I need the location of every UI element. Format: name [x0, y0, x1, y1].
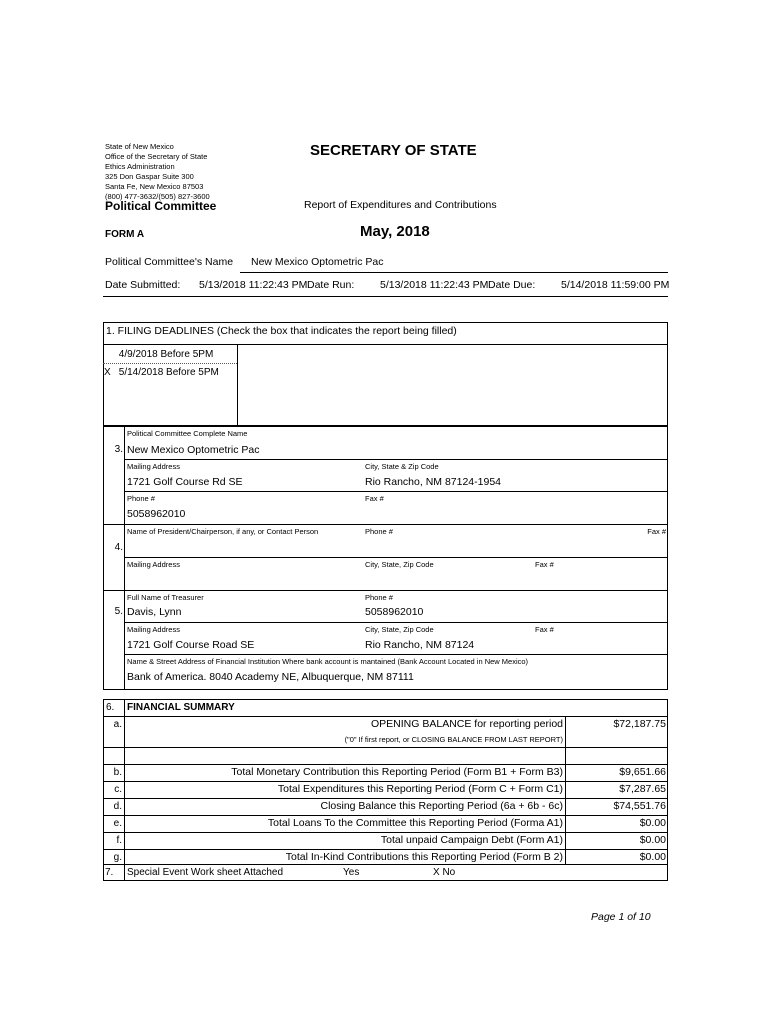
mailing-address-label: Mailing Address [127, 462, 180, 471]
divider [103, 864, 668, 865]
divider [124, 699, 125, 881]
divider [237, 344, 238, 426]
deadline-option[interactable] [106, 349, 213, 360]
committee-complete-name-label: Political Committee Complete Name [127, 429, 248, 438]
treasurer-label: Full Name of Treasurer [127, 593, 204, 602]
treasurer-city: Rio Rancho, NM 87124 [365, 639, 475, 651]
deadline-option[interactable] [104, 367, 219, 378]
section3-number: 3. [114, 444, 123, 455]
financial-row-value: $0.00 [639, 834, 666, 846]
section4-number: 4. [114, 542, 123, 553]
divider [124, 426, 125, 690]
divider [103, 344, 668, 345]
financial-row-label: Total In-Kind Contributions this Reporting Period (Form B 2) [285, 851, 563, 863]
row-letter: b. [113, 767, 122, 778]
treasurer-mailing-label: Mailing Address [127, 625, 180, 634]
address-line: Ethics Administration [105, 162, 175, 171]
mailing-address-value: 1721 Golf Course Rd SE [127, 476, 243, 488]
deadline-label: 4/9/2018 Before 5PM [118, 349, 214, 360]
divider [103, 781, 668, 782]
divider [565, 716, 566, 864]
divider [103, 363, 237, 364]
opening-balance-value: $72,187.75 [613, 718, 666, 730]
divider [124, 459, 668, 460]
special-event-no[interactable]: X No [433, 867, 456, 878]
divider [124, 557, 668, 558]
date-run-value: 5/13/2018 11:22:43 PM [380, 279, 489, 291]
row-letter: f. [116, 835, 122, 846]
divider [103, 747, 668, 748]
special-event-yes[interactable]: Yes [343, 867, 360, 878]
treasurer-phone-label: Phone # [365, 593, 393, 602]
city-state-zip-value: Rio Rancho, NM 87124-1954 [365, 476, 501, 488]
financial-row-value: $7,287.65 [619, 783, 666, 795]
president-mailing-label: Mailing Address [127, 560, 180, 569]
page-title: SECRETARY OF STATE [310, 142, 477, 159]
row-letter: g. [113, 852, 122, 863]
financial-row-value: $0.00 [639, 817, 666, 829]
divider [103, 832, 668, 833]
divider [103, 849, 668, 850]
treasurer-city-label: City, State, Zip Code [365, 625, 434, 634]
address-line: (800) 477-3632/(505) 827-3600 [105, 192, 210, 201]
bank-label: Name & Street Address of Financial Institution Where bank account is mantained (Bank Account Located in New Mexico) [127, 657, 529, 666]
section7-number: 7. [105, 867, 114, 878]
committee-type: Political Committee [105, 199, 217, 213]
financial-row-value: $9,651.66 [619, 766, 666, 778]
date-due-value: 5/14/2018 11:59:00 PM [561, 279, 670, 291]
address-line: State of New Mexico [105, 142, 174, 151]
divider [103, 590, 668, 591]
committee-name-label: Political Committee's Name [105, 256, 234, 268]
opening-balance-note: ("0" If first report, or CLOSING BALANCE FROM LAST REPORT) [344, 735, 563, 744]
sos-address [105, 142, 210, 202]
divider [103, 716, 668, 717]
dates-underline [103, 296, 668, 297]
divider [103, 815, 668, 816]
address-line: Office of the Secretary of State [105, 152, 208, 161]
divider [124, 491, 668, 492]
financial-row-label: Total Loans To the Committee this Reporting Period (Forma A1) [267, 817, 563, 829]
treasurer-phone: 5058962010 [365, 606, 424, 618]
filing-deadlines-title: 1. FILING DEADLINES (Check the box that indicates the report being filled) [106, 325, 457, 337]
divider [103, 798, 668, 799]
fax-label: Fax # [365, 494, 384, 503]
date-submitted-label: Date Submitted: [105, 279, 181, 291]
report-period: May, 2018 [360, 223, 430, 240]
address-line: 325 Don Gaspar Suite 300 [105, 172, 194, 181]
bank-value: Bank of America. 8040 Academy NE, Albuquerque, NM 87111 [127, 671, 414, 683]
treasurer-fax-label: Fax # [535, 625, 554, 634]
phone-value: 5058962010 [127, 508, 186, 520]
section5-number: 5. [114, 606, 123, 617]
president-phone-label: Phone # [365, 527, 393, 536]
row-letter: e. [113, 818, 122, 829]
committee-name-value: New Mexico Optometric Pac [251, 256, 384, 268]
president-fax-label: Fax # [647, 527, 666, 536]
financial-row-label: Total Monetary Contribution this Reporting Period (Form B1 + Form B3) [231, 766, 563, 778]
address-line: Santa Fe, New Mexico 87503 [105, 182, 204, 191]
president-fax2-label: Fax # [535, 560, 554, 569]
president-label: Name of President/Chairperson, if any, or Contact Person [127, 527, 319, 536]
treasurer-name: Davis, Lynn [127, 606, 182, 618]
row-letter: a. [113, 719, 122, 730]
divider [124, 654, 668, 655]
divider [124, 622, 668, 623]
report-name: Report of Expenditures and Contributions [304, 199, 497, 211]
financial-row-label: Closing Balance this Reporting Period (6a + 6b - 6c) [320, 800, 563, 812]
deadline-check-mark: X [104, 367, 111, 378]
committee-complete-name: New Mexico Optometric Pac [127, 444, 260, 456]
president-city-label: City, State, Zip Code [365, 560, 434, 569]
financial-row-value: $74,551.76 [613, 800, 666, 812]
divider [103, 764, 668, 765]
row-letter: c. [114, 784, 122, 795]
phone-label: Phone # [127, 494, 155, 503]
divider [103, 524, 668, 525]
deadline-label: 5/14/2018 Before 5PM [118, 367, 219, 378]
special-event-label: Special Event Work sheet Attached [127, 867, 284, 878]
row-letter: d. [113, 801, 122, 812]
financial-row-label: Total unpaid Campaign Debt (Form A1) [380, 834, 563, 846]
financial-summary-title: FINANCIAL SUMMARY [127, 702, 235, 713]
date-run-label: Date Run: [307, 279, 355, 291]
city-state-zip-label: City, State & Zip Code [365, 462, 439, 471]
treasurer-mailing: 1721 Golf Course Road SE [127, 639, 255, 651]
form-label: FORM A [105, 229, 145, 240]
section6-number: 6. [106, 702, 115, 713]
date-submitted-value: 5/13/2018 11:22:43 PM [199, 279, 308, 291]
financial-row-label: Total Expenditures this Reporting Period (Form C + Form C1) [277, 783, 563, 795]
committee-name-underline [240, 272, 668, 273]
date-due-label: Date Due: [488, 279, 536, 291]
opening-balance-label: OPENING BALANCE for reporting period [371, 718, 563, 730]
financial-row-value: $0.00 [639, 851, 666, 863]
page-number: Page 1 of 10 [591, 911, 651, 923]
